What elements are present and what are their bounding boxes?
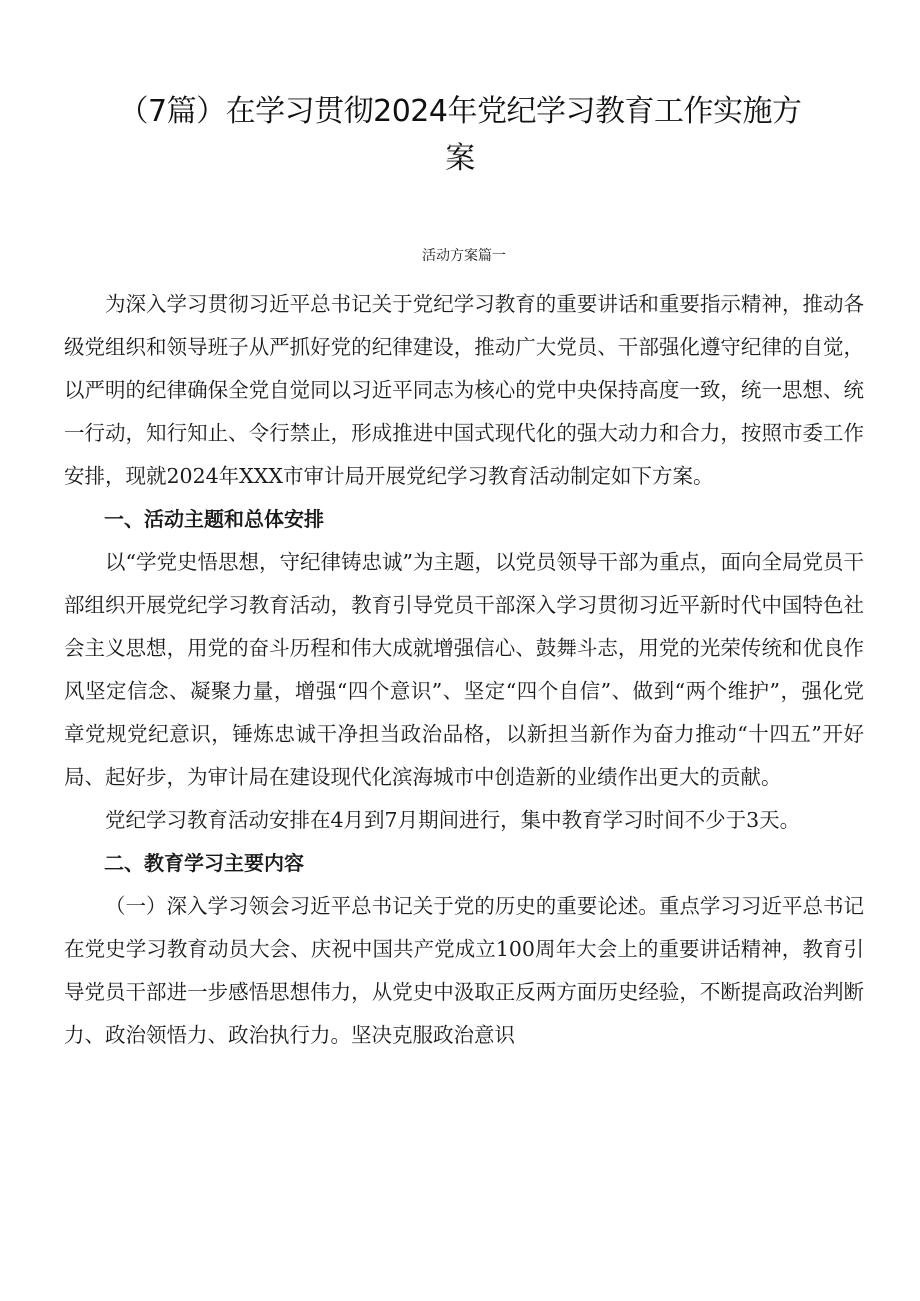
document-subtitle: 活动方案篇一 [422,248,506,264]
document-title: （7篇）在学习贯彻2024年党纪学习教育工作实施方案 [118,94,802,176]
section-heading-1: 一、活动主题和总体安排 [104,507,324,531]
paragraph-content-1: （一）深入学习领会习近平总书记关于党的历史的重要论述。重点学习习近平总书记在党史学习教育动员大会、庆祝中国共产党成立100周年大会上的重要讲话精神，教育引导党员干部进一步感悟思想伟力，从党史中汲取正反两方面历史经验，不断提高政治判断力、政治领悟力、政治执行力。坚决克服政治意识 [64,894,864,1047]
paragraph-intro: 为深入学习贯彻习近平总书记关于党纪学习教育的重要讲话和重要指示精神，推动各级党组织和领导班子从严抓好党的纪律建设，推动广大党员、干部强化遵守纪律的自觉，以严明的纪律确保全党自觉同以习近平同志为核心的党中央保持高度一致，统一思想、统一行动，知行知止、令行禁止，形成推进中国式现代化的强大动力和合力，按照市委工作安排，现就2024年XXX市审计局开展党纪学习教育活动制定如下方案。 [64,292,864,488]
paragraph-schedule: 党纪学习教育活动安排在4月到7月期间进行，集中教育学习时间不少于3天。 [105,808,801,832]
paragraph-theme: 以“学党史悟思想，守纪律铸忠诚”为主题，以党员领导干部为重点，面向全局党员干部组织开展党纪学习教育活动，教育引导党员干部深入学习贯彻习近平新时代中国特色社会主义思想，用党的奋斗历程和伟大成就增强信心、鼓舞斗志，用党的光荣传统和优良作风坚定信念、凝聚力量，增强“四个意识”、坚定“四个自信”、做到“两个维护”，强化党章党规党纪意识，锤炼忠诚干净担当政治品格，以新担当新作为奋力推动“十四五”开好局、起好步，为审计局在建设现代化滨海城市中创造新的业绩作出更大的贡献。 [64,550,864,789]
document-body [64,243,864,1057]
section-heading-2: 二、教育学习主要内容 [104,851,304,875]
